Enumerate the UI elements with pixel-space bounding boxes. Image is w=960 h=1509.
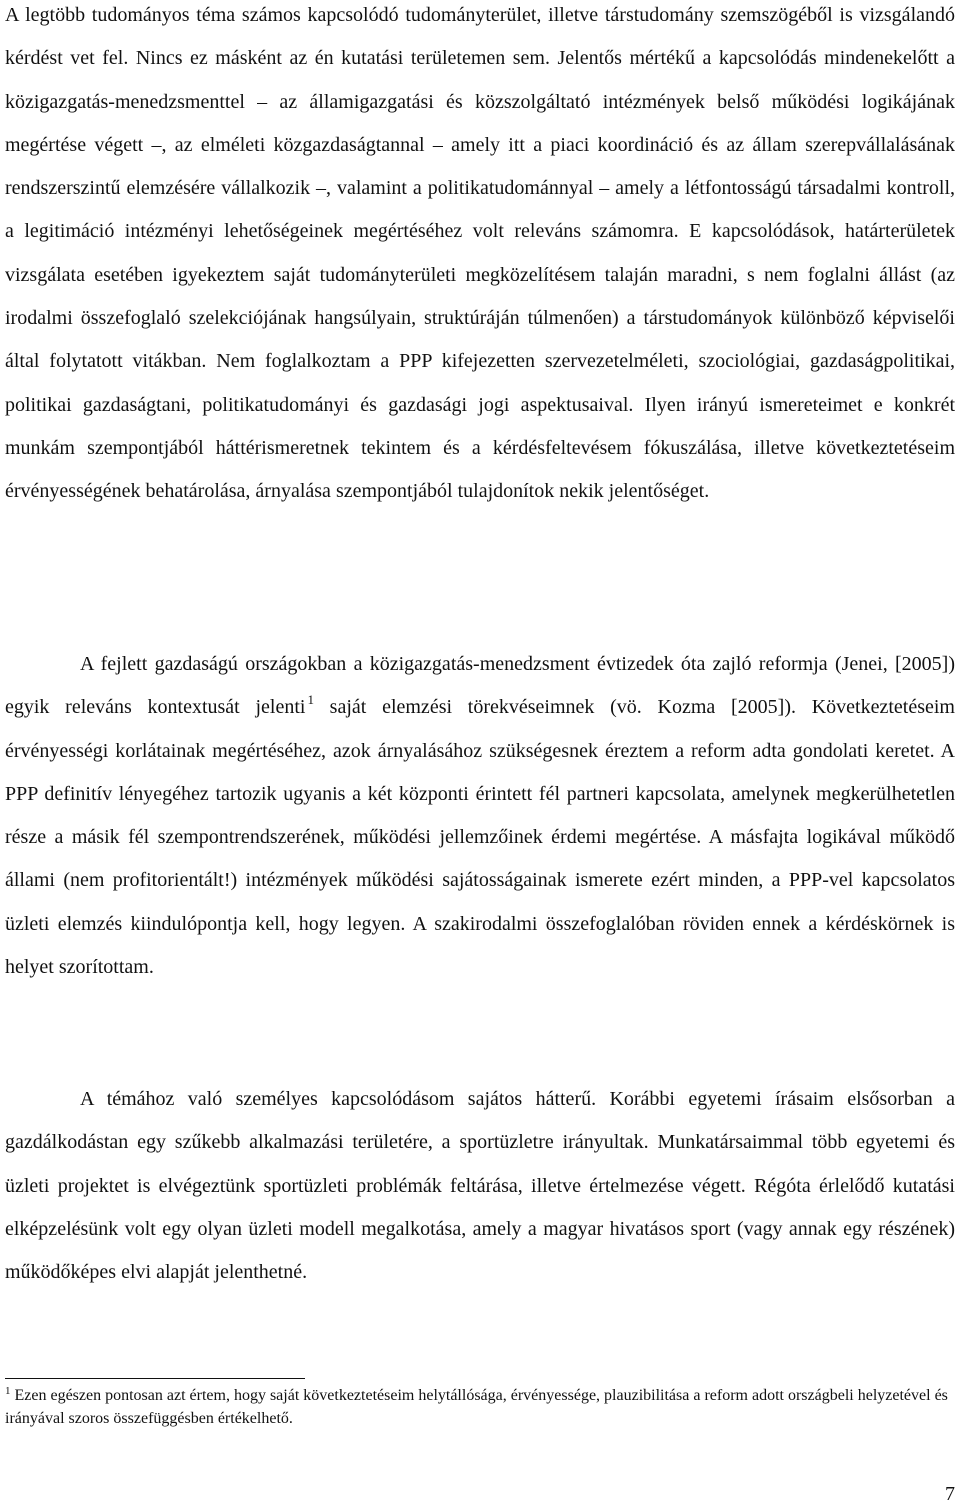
paragraph-2-text-before-ref: A fejlett gazdaságú országokban a közigazgatás-menedzsment évtizedek óta zajló reformja (Jenei, [2005]) egyik releváns kontextusát jelenti xyxy=(5,653,955,719)
footnote-text: Ezen egészen pontosan azt értem, hogy saját következtetéseim helytállósága, érvényessége, plauzibilitása a reform adott országbeli helyzetével és irányával szoros összefüggésben értékelhető. xyxy=(5,1387,948,1427)
paragraph-2-text-after-ref: saját elemzési törekvéseimnek (vö. Kozma [2005]). Következtetéseim érvényességi korlátainak megértéséhez, azok árnyalásához szükségesnek éreztem a reform adta gondolati keretet. A PPP definitív lényegéhez tartozik ugyanis a két központi érintett fél partneri kapcsolata, amelynek megkerülhetetlen része a másik fél szempontrendszerének, működési jellemzőinek érdemi megértése. A másfajta logikával működő állami (nem profitorientált!) intézmények működési sajátosságainak ismerete ezért minden, a PPP-vel kapcsolatos üzleti elemzés kiindulópontja kell, hogy legyen. A szakirodalmi összefoglalóban röviden ennek a kérdéskörnek is helyet szorítottam. xyxy=(5,696,955,979)
paragraph-2 xyxy=(5,643,955,989)
footnote-separator xyxy=(5,1378,305,1379)
footnote-reference[interactable]: 1 xyxy=(307,692,314,708)
page-number: 7 xyxy=(945,1483,955,1505)
paragraph-3: A témához való személyes kapcsolódásom sajátos hátterű. Korábbi egyetemi írásaim elsősorban a gazdálkodástan egy szűkebb alkalmazási területére, a sportüzletre irányultak. Munkatársaimmal több egyetemi és üzleti projektet is elvégeztünk sportüzleti problémák feltárása, illetve értelmezése végett. Régóta érlelődő kutatási elképzelésünk volt egy olyan üzleti modell megalkotása, amely a magyar hivatásos sport (vagy annak egy részének) működőképes elvi alapját jelenthetné. xyxy=(5,1088,955,1284)
footnote-number: 1 xyxy=(5,1385,11,1397)
footnote xyxy=(5,1384,955,1430)
paragraph-1: A legtöbb tudományos téma számos kapcsolódó tudományterület, illetve társtudomány szemszögéből is vizsgálandó kérdést vet fel. Nincs ez másként az én kutatási területemen sem. Jelentős mértékű a kapcsolódás mindenekelőtt a közigazgatás-menedzsmenttel – az államigazgatási és közszolgáltató intézmények belső működési logikájának megértése végett –, az elméleti közgazdaságtannal – amely itt a piaci koordináció és az állam szerepvállalásának rendszerszintű elemzésére vállalkozik –, valamint a politikatudománnyal – amely a létfontosságú társadalmi kontroll, a legitimáció intézményi lehetőségeinek megértéséhez volt releváns számomra. E kapcsolódások, határterületek vizsgálata esetében igyekeztem saját tudományterületi megközelítésem talaján maradni, s nem foglalni állást (az irodalmi összefoglaló szelekciójának hangsúlyain, struktúráján túlmenően) a társtudományok különböző képviselői által folytatott vitákban. Nem foglalkoztam a PPP kifejezetten szervezetelméleti, szociológiai, gazdaságpolitikai, politikai gazdaságtani, politikatudományi és gazdasági jogi aspektusaival. Ilyen irányú ismereteimet e konkrét munkám szempontjából háttérismeretnek tekintem és a kérdésfeltevésem fókuszálása, illetve következtetéseim érvényességének behatárolása, árnyalása szempontjából tulajdonítok nekik jelentőséget. xyxy=(5,4,955,503)
